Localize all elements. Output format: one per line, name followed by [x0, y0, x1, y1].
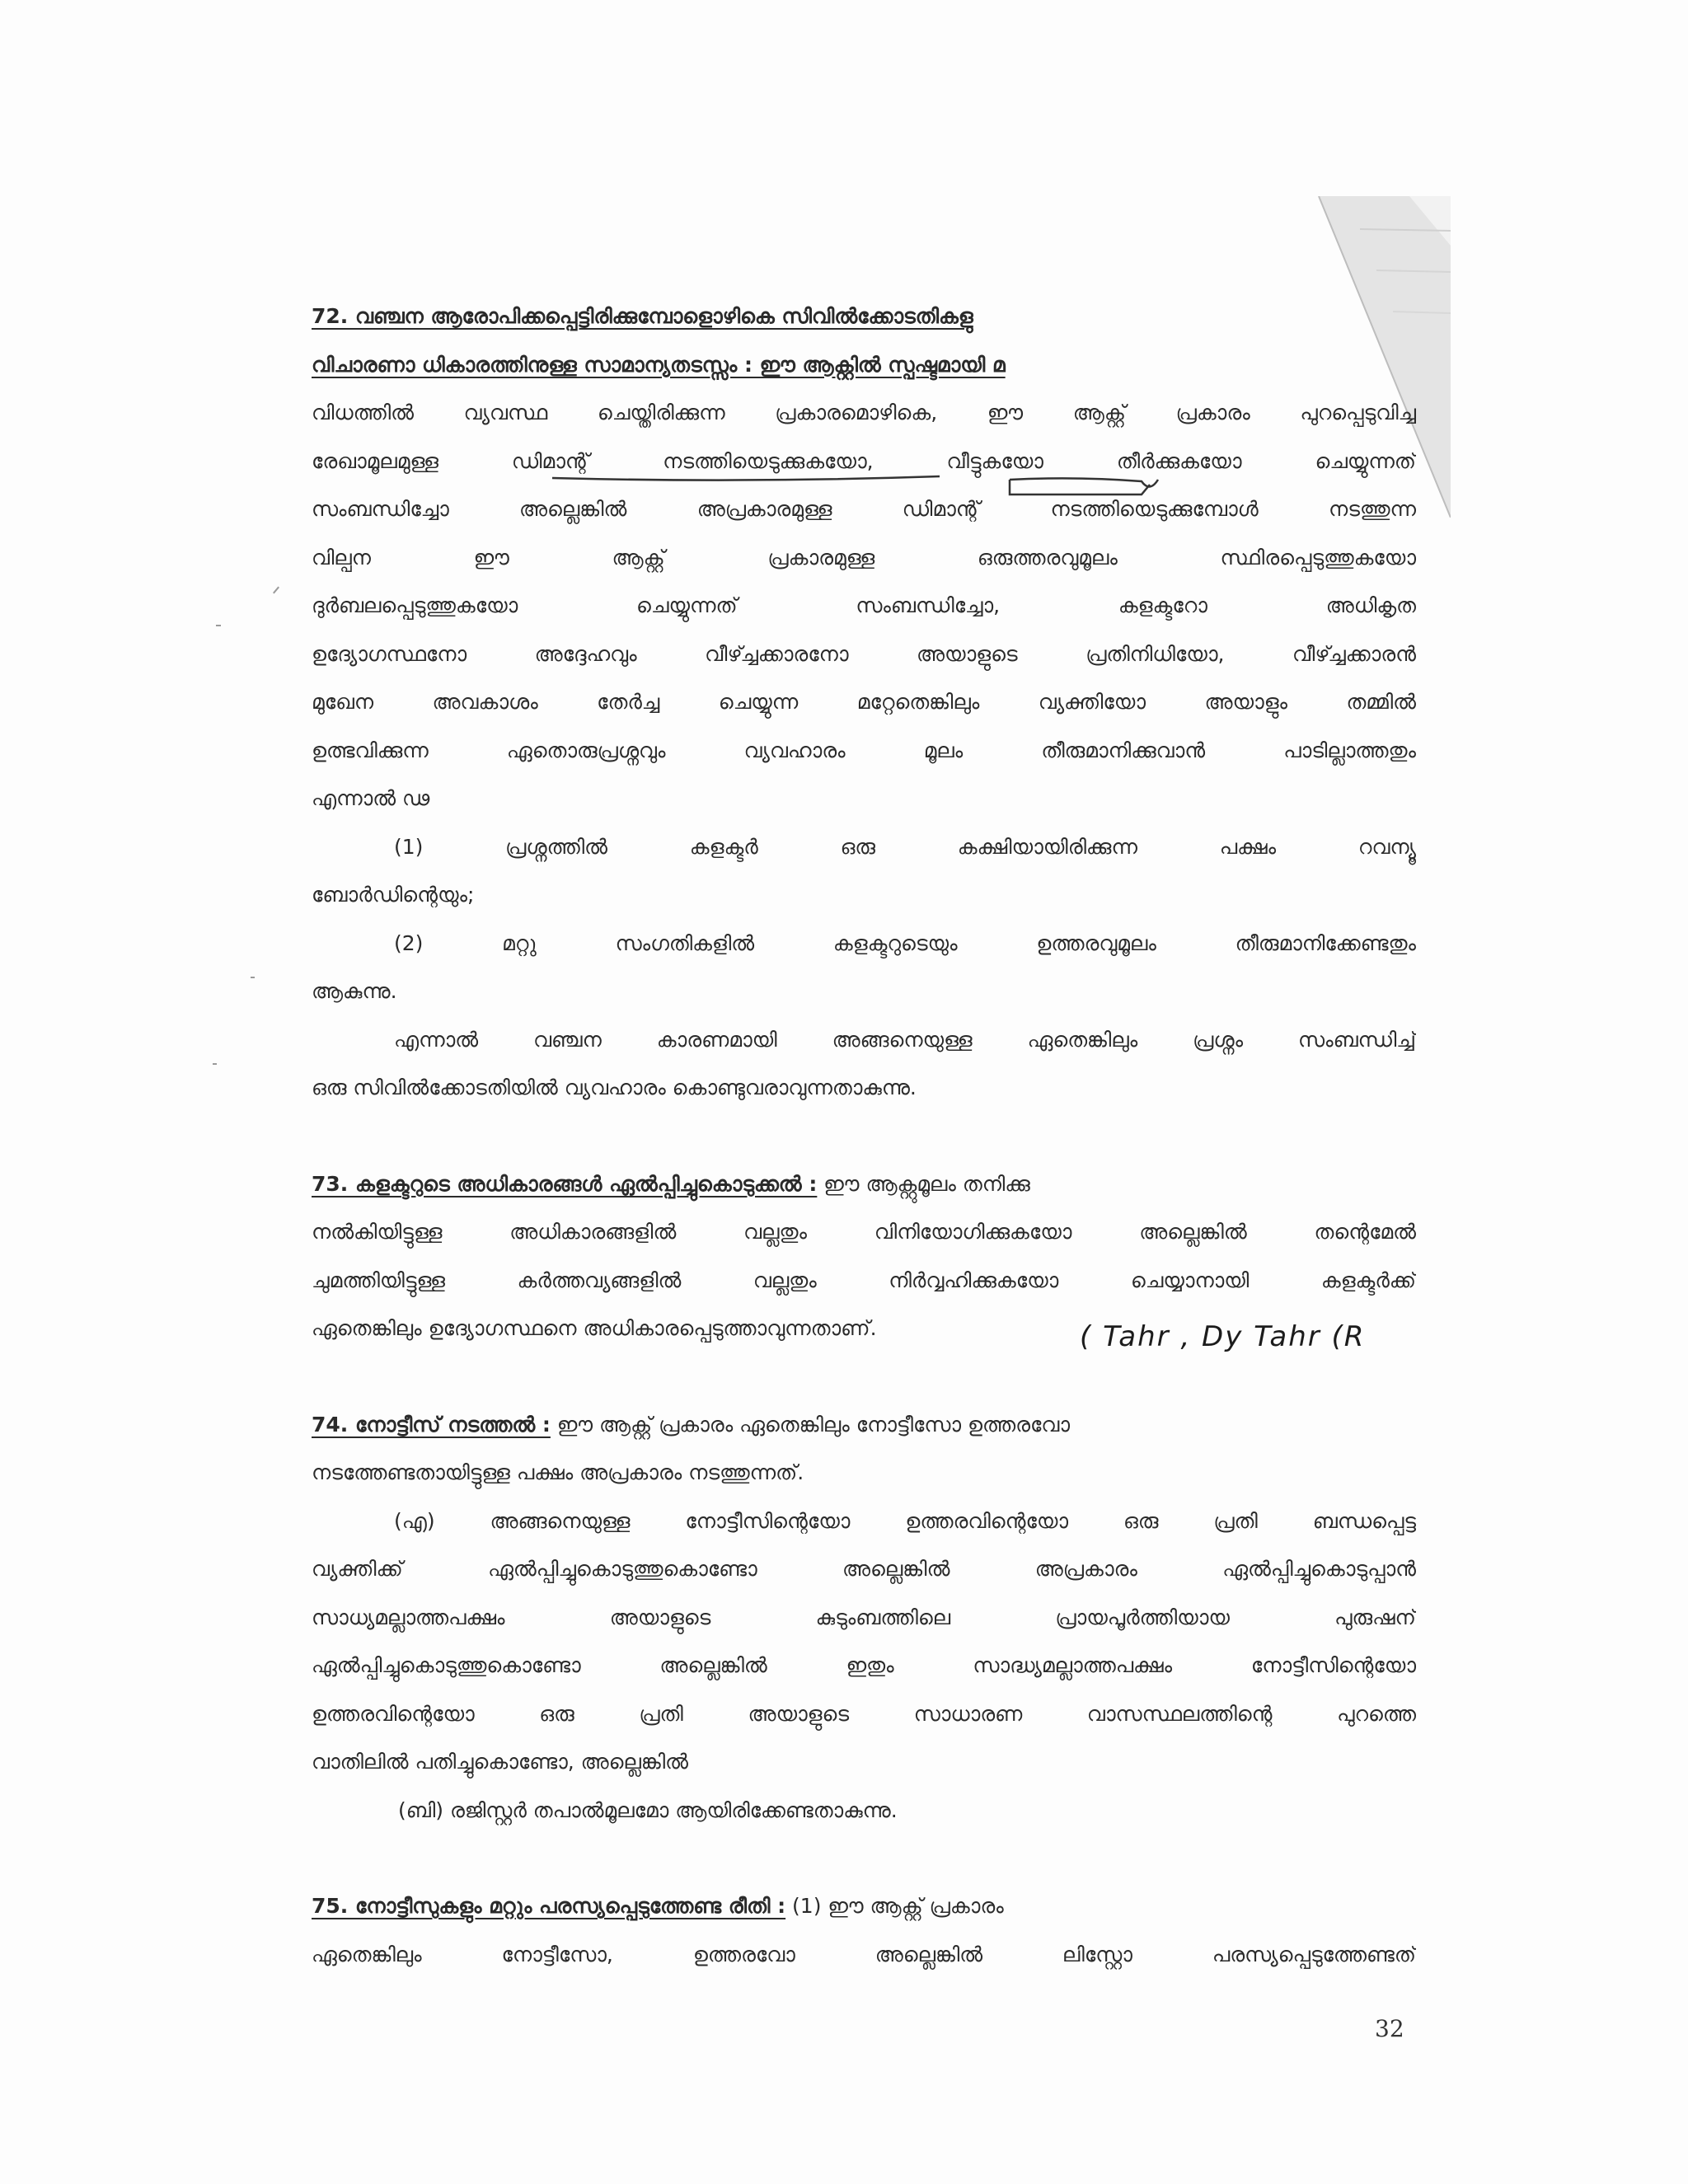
section-73-line: നൽകിയിട്ടുള്ള അധികാരങ്ങളിൽ വല്ലതും വിനിയോഗിക്കുകയോ അല്ലെങ്കിൽ തന്റെമേൽ — [312, 1220, 1416, 1244]
section-73-line — [312, 1160, 1416, 1209]
section-75-line — [312, 1882, 1416, 1931]
section-73-heading: 73. കളക്ടറുടെ അധികാരങ്ങൾ ഏൽപ്പിച്ചുകൊടുക്കൽ : — [312, 1171, 818, 1196]
section-72-item-1: (1) പ്രശ്നത്തിൽ കളക്ടർ ഒരു കക്ഷിയായിരിക്കുന്ന പക്ഷം റവന്യൂ — [394, 834, 1416, 859]
section-72 — [312, 293, 1416, 1113]
section-72-line: വിധത്തിൽ വ്യവസ്ഥ ചെയ്തിരിക്കുന്ന പ്രകാരമൊഴികെ, ഈ ആക്റ്റ് പ്രകാരം പുറപ്പെടുവിച്ച — [312, 401, 1416, 424]
section-72-line — [312, 341, 1416, 390]
scan-speck — [213, 1063, 217, 1065]
section-72-line: സംബന്ധിച്ചോ അല്ലെങ്കിൽ അപ്രകാരമുള്ള ഡിമാന്റ് നടത്തിയെടുക്കുമ്പോൾ നടത്തുന്ന — [312, 497, 1416, 521]
section-72-line: ഉദ്യോഗസ്ഥനോ അദ്ദേഹവും വീഴ്ച്ചക്കാരനോ അയാളുടെ പ്രതിനിധിയോ, വീഴ്ച്ചക്കാരൻ — [312, 641, 1416, 666]
section-75 — [312, 1882, 1416, 1979]
section-73-line4-text: ഏതെങ്കിലും ഉദ്യോഗസ്ഥനെ അധികാരപ്പെടുത്താവുന്നതാണ്. — [312, 1316, 877, 1340]
section-72-line: വില്പന ഈ ആക്റ്റ് പ്രകാരമുള്ള ഒരുത്തരവുമൂലം സ്ഥിരപ്പെടുത്തുകയോ — [312, 545, 1416, 569]
section-73-line — [312, 1305, 1416, 1353]
section-72-item-1-cont: ബോർഡിന്റെയും; — [312, 883, 475, 907]
section-75-line1-text: (1) ഈ ആക്റ്റ് പ്രകാരം — [785, 1894, 1004, 1918]
document-body — [312, 293, 1416, 1979]
section-72-proviso-cont: ഒരു സിവിൽക്കോടതിയിൽ വ്യവഹാരം കൊണ്ടുവരാവുന്നതാകുന്നു. — [312, 1076, 917, 1099]
section-73-line1-text: ഈ ആക്റ്റുമൂലം തനിക്കു — [817, 1171, 1030, 1196]
section-72-line: എന്നാൽ ഢ — [312, 786, 430, 810]
section-74-line — [312, 1401, 1416, 1450]
section-74-clause-a-line: വ്യക്തിക്ക് ഏൽപ്പിച്ചുകൊടുത്തുകൊണ്ടോ അല്ലെങ്കിൽ അപ്രകാരം ഏൽപ്പിച്ചുകൊടുപ്പാൻ — [312, 1557, 1416, 1581]
scan-speck — [273, 587, 279, 594]
section-72-item-2-cont: ആകുന്നു. — [312, 979, 397, 1003]
section-72-item-2: (2) മറ്റു സംഗതികളിൽ കളക്ടറുടെയും ഉത്തരവുമൂലം തീരുമാനിക്കേണ്ടതും — [394, 930, 1416, 955]
section-74-clause-a-line: സാധ്യമല്ലാത്തപക്ഷം അയാളുടെ കുടുംബത്തിലെ പ്രായപൂർത്തിയായ പുരുഷന് — [312, 1605, 1416, 1629]
section-74-clause-a-line: ഉത്തരവിന്റെയോ ഒരു പ്രതി അയാളുടെ സാധാരണ വാസസ്ഥലത്തിന്റെ പുറത്തെ — [312, 1701, 1416, 1726]
section-72-line: മുഖേന അവകാശം തേർച്ച ചെയ്യുന്ന മറ്റേതെങ്കിലും വ്യക്തിയോ അയാളും തമ്മിൽ — [312, 690, 1416, 714]
section-72-heading-line2: വിചാരണാ ധികാരത്തിനുള്ള സാമാന്യതടസ്സം : ഈ ആക്റ്റിൽ സ്പഷ്ടമായി മ — [312, 352, 1006, 377]
scan-speck — [216, 625, 221, 626]
section-74-clause-a-line: ഏൽപ്പിച്ചുകൊടുത്തുകൊണ്ടോ അല്ലെങ്കിൽ ഇതും സാദ്ധ്യമല്ലാത്തപക്ഷം നോട്ടീസിന്റെയോ — [312, 1653, 1416, 1677]
section-74-clause-b: (ബി) രജിസ്റ്റർ തപാൽമൂലമോ ആയിരിക്കേണ്ടതാകുന്നു. — [398, 1797, 898, 1822]
section-72-line: ഉത്ഭവിക്കുന്ന ഏതൊരുപ്രശ്നവും വ്യവഹാരം മൂലം തീരുമാനിക്കുവാൻ പാടില്ലാത്തതും — [312, 738, 1416, 762]
section-72-line: രേഖാമൂലമുള്ള ഡിമാന്റ് നടത്തിയെടുക്കുകയോ, വീട്ടുകയോ തീർക്കുകയോ ചെയ്യുന്നത് — [312, 448, 1416, 473]
section-74-line: നടത്തേണ്ടതായിട്ടുള്ള പക്ഷം അപ്രകാരം നടത്തുന്നത്. — [312, 1460, 804, 1484]
section-72-heading: 72. വഞ്ചന ആരോപിക്കപ്പെട്ടിരിക്കുമ്പോളൊഴികെ സിവിൽക്കോടതികളു — [312, 304, 973, 328]
section-74 — [312, 1401, 1416, 1835]
section-74-clause-a-line: വാതിലിൽ പതിച്ചുകൊണ്ടോ, അല്ലെങ്കിൽ — [312, 1750, 688, 1774]
section-74-line1-text: ഈ ആക്റ്റ് പ്രകാരം ഏതെങ്കിലും നോട്ടീസോ ഉത്തരവോ — [550, 1412, 1071, 1436]
section-75-line: ഏതെങ്കിലും നോട്ടീസോ, ഉത്തരവോ അല്ലെങ്കിൽ ലിസ്റ്റോ പരസ്യപ്പെടുത്തേണ്ടത് — [312, 1942, 1416, 1966]
section-72-line: ദുർബലപ്പെടുത്തുകയോ ചെയ്യുന്നത് സംബന്ധിച്ചോ, കളക്ടറോ അധികൃത — [312, 593, 1416, 617]
section-73-line: ചുമത്തിയിട്ടുള്ള കർത്തവ്യങ്ങളിൽ വല്ലതും നിർവ്വഹിക്കുകയോ ചെയ്യാനായി കളക്ടർക്ക് — [312, 1268, 1416, 1292]
handwritten-annotation: ( Tahr , Dy Tahr (R — [1080, 1320, 1366, 1353]
section-74-clause-a: (എ) അങ്ങനെയുള്ള നോട്ടീസിന്റെയോ ഉത്തരവിന്റെയോ ഒരു പ്രതി ബന്ധപ്പെട്ട — [394, 1508, 1416, 1533]
page-number: 32 — [1375, 2015, 1404, 2042]
scan-speck — [251, 977, 255, 978]
section-75-heading: 75. നോട്ടീസുകളും മറ്റും പരസ്യപ്പെടുത്തേണ്ട രീതി : — [312, 1894, 786, 1918]
section-74-heading: 74. നോട്ടീസ് നടത്തൽ : — [312, 1412, 551, 1436]
section-72-proviso: എന്നാൽ വഞ്ചന കാരണമായി അങ്ങനെയുള്ള ഏതെങ്കിലും പ്രശ്നം സംബന്ധിച്ച് — [394, 1027, 1416, 1052]
section-73 — [312, 1160, 1416, 1353]
